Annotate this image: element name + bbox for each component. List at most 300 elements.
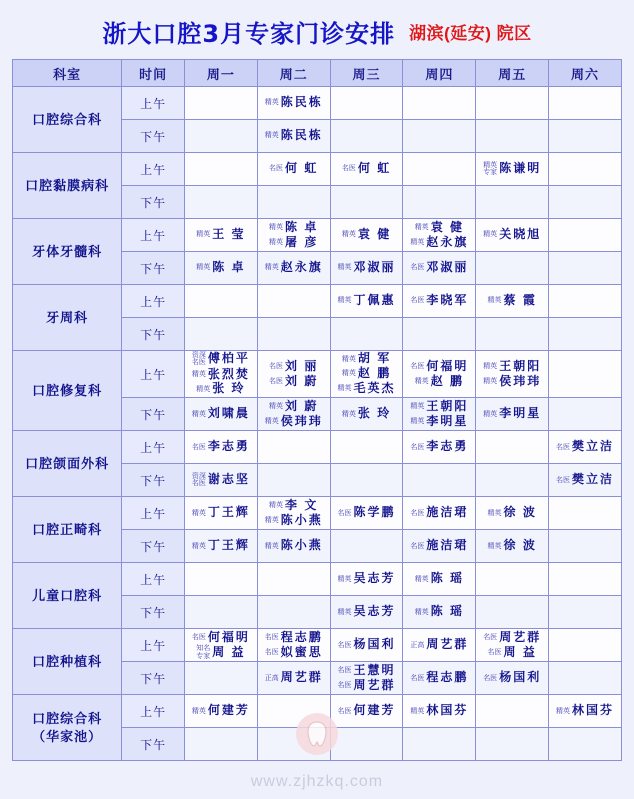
doctor-entry[interactable] — [483, 360, 541, 374]
schedule-cell[interactable] — [403, 318, 476, 351]
doctor-entry[interactable] — [192, 407, 250, 421]
period-cell: 上午 — [122, 629, 185, 662]
schedule-cell[interactable] — [549, 351, 622, 398]
doctor-tag: 名医 — [410, 509, 425, 517]
entry-stack — [405, 360, 473, 389]
doctor-entry[interactable] — [196, 261, 245, 275]
schedule-cell[interactable] — [403, 695, 476, 728]
doctor-tag: 名医 — [191, 443, 206, 451]
entry-stack — [260, 539, 328, 553]
doctor-entry[interactable] — [488, 506, 537, 520]
entry-stack — [405, 221, 473, 250]
schedule-cell[interactable] — [330, 596, 403, 629]
doctor-entry[interactable] — [338, 261, 396, 275]
schedule-cell[interactable] — [549, 252, 622, 285]
doctor-name: 侯玮玮 — [499, 373, 542, 388]
doctor-name: 屠 彦 — [285, 234, 319, 249]
schedule-cell[interactable] — [549, 497, 622, 530]
schedule-cell[interactable] — [184, 285, 257, 318]
schedule-cell[interactable] — [403, 252, 476, 285]
doctor-entry[interactable] — [269, 162, 318, 176]
doctor-name: 李明星 — [426, 413, 469, 428]
entry-stack — [333, 162, 401, 176]
schedule-cell[interactable] — [184, 464, 257, 497]
column-header-5: 周四 — [403, 60, 476, 87]
doctor-entry[interactable] — [196, 382, 245, 396]
schedule-cell[interactable] — [549, 153, 622, 186]
doctor-name: 张 玲 — [357, 406, 392, 421]
schedule-cell[interactable] — [549, 219, 622, 252]
doctor-tag: 精英 — [410, 707, 425, 715]
doctor-entry[interactable] — [338, 605, 396, 619]
schedule-cell[interactable] — [257, 728, 330, 761]
doctor-entry[interactable] — [410, 294, 468, 308]
entry-stack — [478, 631, 546, 660]
schedule-cell[interactable] — [476, 662, 549, 695]
schedule-cell[interactable] — [403, 728, 476, 761]
schedule-cell[interactable] — [549, 563, 622, 596]
period-cell: 上午 — [122, 153, 185, 186]
doctor-tag: 精英 — [337, 575, 352, 583]
entry-stack — [405, 671, 473, 685]
doctor-tag: 名医 — [483, 634, 498, 642]
doctor-tag: 资深 名医 — [191, 472, 206, 488]
column-header-1: 时间 — [122, 60, 185, 87]
doctor-entry[interactable] — [556, 473, 614, 487]
doctor-tag: 名医 — [337, 641, 352, 649]
schedule-cell[interactable] — [257, 431, 330, 464]
entry-stack — [333, 572, 401, 586]
doctor-name: 刘 蔚 — [285, 398, 319, 413]
schedule-cell[interactable] — [257, 87, 330, 120]
schedule-cell[interactable] — [549, 120, 622, 153]
doctor-name: 何福明 — [426, 358, 469, 373]
dept-label: 儿童口腔科 — [32, 588, 103, 603]
schedule-cell[interactable] — [476, 87, 549, 120]
doctor-entry[interactable] — [338, 382, 396, 396]
schedule-cell[interactable] — [549, 464, 622, 497]
doctor-entry[interactable] — [342, 367, 391, 381]
schedule-cell[interactable] — [330, 728, 403, 761]
doctor-name: 王朝阳 — [499, 358, 542, 373]
schedule-cell[interactable] — [476, 219, 549, 252]
doctor-entry[interactable] — [342, 407, 391, 421]
doctor-entry[interactable] — [269, 375, 318, 389]
doctor-entry[interactable] — [483, 228, 541, 242]
doctor-tag: 精英 — [264, 517, 279, 524]
dept-label: 口腔综合科 — [32, 711, 103, 727]
doctor-name: 林国芬 — [426, 703, 469, 718]
doctor-entry[interactable] — [265, 514, 323, 528]
doctor-entry[interactable] — [415, 572, 464, 586]
schedule-cell[interactable] — [184, 563, 257, 596]
dept-label: 口腔种植科 — [32, 654, 103, 669]
doctor-entry[interactable] — [192, 539, 250, 553]
doctor-name: 程志鹏 — [426, 670, 469, 685]
doctor-entry[interactable] — [265, 539, 323, 553]
schedule-cell[interactable] — [476, 728, 549, 761]
schedule-cell[interactable] — [184, 351, 257, 398]
entry-stack — [405, 539, 473, 553]
schedule-cell[interactable] — [257, 464, 330, 497]
schedule-cell[interactable] — [184, 695, 257, 728]
schedule-cell[interactable] — [330, 497, 403, 530]
doctor-tag: 精英 — [341, 410, 356, 418]
doctor-tag: 精英 — [341, 355, 356, 363]
schedule-cell[interactable] — [403, 186, 476, 219]
doctor-entry[interactable] — [192, 704, 250, 718]
doctor-entry[interactable] — [410, 638, 468, 652]
schedule-cell[interactable] — [403, 398, 476, 431]
doctor-tag: 精英 — [337, 385, 352, 393]
table-row — [13, 219, 622, 252]
schedule-cell[interactable] — [330, 186, 403, 219]
schedule-cell[interactable] — [257, 285, 330, 318]
doctor-tag: 知名 专家 — [196, 645, 211, 660]
doctor-entry[interactable] — [192, 473, 250, 488]
doctor-name: 丁佩惠 — [353, 293, 396, 308]
doctor-name: 陈 卓 — [212, 260, 246, 275]
doctor-tag: 名医 — [410, 297, 425, 305]
doctor-name: 李志勇 — [207, 439, 250, 454]
period-cell: 上午 — [122, 219, 185, 252]
schedule-cell[interactable] — [476, 318, 549, 351]
schedule-cell[interactable] — [257, 351, 330, 398]
doctor-entry[interactable] — [410, 261, 468, 275]
schedule-cell[interactable] — [549, 695, 622, 728]
doctor-entry[interactable] — [483, 162, 541, 177]
schedule-cell[interactable] — [549, 530, 622, 563]
schedule-cell[interactable] — [330, 252, 403, 285]
doctor-tag: 精英 — [196, 264, 211, 272]
schedule-cell[interactable] — [257, 252, 330, 285]
schedule-cell[interactable] — [184, 629, 257, 662]
doctor-entry[interactable] — [338, 294, 396, 308]
schedule-cell[interactable] — [184, 596, 257, 629]
doctor-tag: 精英 — [483, 377, 498, 385]
schedule-cell[interactable] — [330, 219, 403, 252]
dept-cell — [13, 497, 122, 563]
doctor-entry[interactable] — [410, 360, 468, 374]
schedule-cell[interactable] — [330, 120, 403, 153]
doctor-entry[interactable] — [192, 368, 250, 382]
schedule-cell[interactable] — [257, 153, 330, 186]
dept-label: 牙周科 — [46, 309, 89, 325]
schedule-cell[interactable] — [403, 120, 476, 153]
doctor-entry[interactable] — [196, 645, 245, 660]
doctor-tag: 精英 — [337, 297, 352, 305]
schedule-cell[interactable] — [330, 464, 403, 497]
doctor-entry[interactable] — [265, 415, 323, 429]
doctor-entry[interactable] — [269, 236, 318, 250]
doctor-tag: 精英 — [487, 542, 502, 550]
schedule-cell[interactable] — [549, 318, 622, 351]
doctor-name: 周艺群 — [426, 637, 469, 652]
schedule-cell[interactable] — [549, 87, 622, 120]
doctor-entry[interactable] — [483, 375, 541, 389]
doctor-entry[interactable] — [415, 221, 464, 235]
schedule-cell[interactable] — [330, 351, 403, 398]
schedule-cell[interactable] — [257, 219, 330, 252]
schedule-cell[interactable] — [330, 153, 403, 186]
doctor-entry[interactable] — [338, 506, 396, 520]
schedule-cell[interactable] — [476, 596, 549, 629]
doctor-entry[interactable] — [410, 539, 468, 553]
schedule-cell[interactable] — [257, 318, 330, 351]
schedule-cell[interactable] — [549, 596, 622, 629]
doctor-entry[interactable] — [483, 631, 541, 645]
schedule-cell[interactable] — [257, 530, 330, 563]
doctor-entry[interactable] — [488, 646, 537, 660]
schedule-cell[interactable] — [184, 219, 257, 252]
schedule-cell[interactable] — [476, 120, 549, 153]
doctor-entry[interactable] — [265, 96, 323, 110]
doctor-entry[interactable] — [338, 664, 396, 678]
table-row — [13, 497, 622, 530]
schedule-cell[interactable] — [476, 398, 549, 431]
schedule-cell[interactable] — [403, 497, 476, 530]
doctor-tag: 精英 — [269, 502, 284, 510]
schedule-cell[interactable] — [184, 186, 257, 219]
entry-stack — [187, 352, 255, 396]
schedule-cell[interactable] — [476, 530, 549, 563]
schedule-cell[interactable] — [330, 398, 403, 431]
schedule-cell[interactable] — [403, 464, 476, 497]
doctor-entry[interactable] — [410, 671, 468, 685]
doctor-entry[interactable] — [269, 400, 318, 414]
schedule-cell[interactable] — [330, 87, 403, 120]
schedule-cell[interactable] — [257, 497, 330, 530]
schedule-cell[interactable] — [403, 431, 476, 464]
doctor-entry[interactable] — [269, 221, 318, 235]
doctor-entry[interactable] — [556, 704, 614, 718]
schedule-cell[interactable] — [184, 318, 257, 351]
doctor-name: 赵 鹏 — [357, 366, 392, 381]
doctor-name: 陈谦明 — [499, 161, 542, 176]
schedule-cell[interactable] — [257, 398, 330, 431]
schedule-cell[interactable] — [476, 464, 549, 497]
doctor-tag: 精英 — [196, 231, 211, 239]
entry-stack — [260, 96, 328, 110]
table-row — [13, 87, 622, 120]
schedule-cell[interactable] — [549, 398, 622, 431]
doctor-tag: 名医 — [337, 667, 352, 675]
doctor-entry[interactable] — [488, 294, 537, 308]
schedule-cell[interactable] — [330, 695, 403, 728]
entry-stack — [405, 294, 473, 308]
doctor-entry[interactable] — [342, 228, 391, 242]
schedule-cell[interactable] — [330, 285, 403, 318]
watermark-text: www.zjhzkq.com — [250, 773, 384, 790]
schedule-cell[interactable] — [184, 530, 257, 563]
dept-cell — [13, 153, 122, 219]
table-body — [13, 87, 622, 761]
doctor-entry[interactable] — [192, 440, 250, 454]
doctor-entry[interactable] — [415, 605, 464, 619]
doctor-entry[interactable] — [265, 631, 323, 645]
schedule-cell[interactable] — [257, 596, 330, 629]
doctor-entry[interactable] — [338, 679, 396, 693]
doctor-name: 王朝阳 — [426, 398, 469, 413]
doctor-tag: 精英 — [191, 410, 206, 418]
doctor-entry[interactable] — [192, 506, 250, 520]
schedule-cell[interactable] — [184, 87, 257, 120]
table-row — [13, 351, 622, 398]
schedule-cell[interactable] — [403, 662, 476, 695]
schedule-cell[interactable] — [476, 285, 549, 318]
schedule-cell[interactable] — [403, 629, 476, 662]
schedule-cell[interactable] — [549, 186, 622, 219]
schedule-cell[interactable] — [476, 431, 549, 464]
schedule-cell[interactable] — [403, 351, 476, 398]
period-cell: 上午 — [122, 431, 185, 464]
doctor-entry[interactable] — [265, 646, 323, 660]
doctor-entry[interactable] — [338, 704, 396, 718]
doctor-tag: 精英 — [414, 223, 429, 231]
column-header-3: 周二 — [257, 60, 330, 87]
schedule-cell[interactable] — [549, 629, 622, 662]
schedule-cell[interactable] — [549, 728, 622, 761]
doctor-entry[interactable] — [269, 360, 318, 374]
doctor-entry[interactable] — [410, 704, 468, 718]
entry-stack — [187, 407, 255, 421]
schedule-cell[interactable] — [403, 563, 476, 596]
schedule-cell[interactable] — [330, 318, 403, 351]
schedule-cell[interactable] — [257, 186, 330, 219]
doctor-entry[interactable] — [410, 440, 468, 454]
entry-stack — [405, 704, 473, 718]
doctor-tag: 精英 — [341, 231, 356, 239]
schedule-cell[interactable] — [476, 186, 549, 219]
doctor-entry[interactable] — [410, 415, 468, 429]
schedule-cell[interactable] — [184, 153, 257, 186]
schedule-cell[interactable] — [403, 153, 476, 186]
schedule-cell[interactable] — [403, 219, 476, 252]
schedule-cell[interactable] — [549, 285, 622, 318]
doctor-entry[interactable] — [269, 499, 318, 513]
schedule-cell[interactable] — [403, 285, 476, 318]
table-row — [13, 563, 622, 596]
doctor-entry[interactable] — [410, 400, 468, 414]
doctor-name: 毛英杰 — [353, 381, 396, 396]
entry-stack — [478, 671, 546, 685]
doctor-name: 谢志坚 — [207, 472, 250, 487]
schedule-cell[interactable] — [403, 87, 476, 120]
schedule-cell[interactable] — [184, 252, 257, 285]
doctor-name: 袁 健 — [357, 227, 392, 242]
schedule-cell[interactable] — [184, 398, 257, 431]
schedule-cell[interactable] — [330, 629, 403, 662]
doctor-entry[interactable] — [265, 129, 323, 143]
schedule-cell[interactable] — [257, 120, 330, 153]
schedule-cell[interactable] — [257, 662, 330, 695]
schedule-cell[interactable] — [403, 596, 476, 629]
schedule-cell[interactable] — [549, 662, 622, 695]
doctor-tag: 名医 — [410, 674, 425, 682]
schedule-cell[interactable] — [549, 431, 622, 464]
doctor-entry[interactable] — [338, 638, 396, 652]
schedule-cell[interactable] — [257, 629, 330, 662]
entry-stack — [187, 506, 255, 520]
column-header-4: 周三 — [330, 60, 403, 87]
schedule-cell[interactable] — [257, 695, 330, 728]
doctor-entry[interactable] — [342, 162, 391, 176]
doctor-entry[interactable] — [265, 671, 323, 685]
entry-stack — [260, 221, 328, 250]
table-row — [13, 629, 622, 662]
doctor-tag: 精英 — [264, 132, 279, 140]
schedule-cell[interactable] — [476, 695, 549, 728]
doctor-tag: 精英 — [196, 385, 211, 393]
schedule-cell[interactable] — [403, 530, 476, 563]
doctor-name: 王 莹 — [212, 227, 246, 242]
schedule-cell[interactable] — [476, 629, 549, 662]
schedule-cell[interactable] — [476, 153, 549, 186]
schedule-cell[interactable] — [184, 120, 257, 153]
entry-stack — [333, 352, 401, 395]
column-header-6: 周五 — [476, 60, 549, 87]
doctor-entry[interactable] — [192, 352, 250, 367]
dept-label: （华家池） — [32, 728, 103, 744]
doctor-name: 胡 军 — [357, 351, 392, 366]
schedule-cell[interactable] — [257, 563, 330, 596]
doctor-name: 李 文 — [285, 497, 319, 512]
table-row — [13, 285, 622, 318]
schedule-cell[interactable] — [330, 431, 403, 464]
doctor-name: 周艺群 — [499, 629, 542, 644]
doctor-entry[interactable] — [342, 352, 391, 366]
schedule-cell[interactable] — [184, 662, 257, 695]
schedule-cell[interactable] — [184, 497, 257, 530]
schedule-cell[interactable] — [476, 252, 549, 285]
doctor-name: 周 益 — [503, 644, 537, 659]
entry-stack — [260, 671, 328, 685]
doctor-tag: 名医 — [264, 634, 279, 642]
doctor-entry[interactable] — [196, 228, 245, 242]
doctor-entry[interactable] — [338, 572, 396, 586]
period-cell: 下午 — [122, 464, 185, 497]
schedule-cell[interactable] — [330, 530, 403, 563]
entry-stack — [551, 704, 619, 718]
doctor-entry[interactable] — [410, 236, 468, 250]
doctor-tag: 精英 — [414, 608, 429, 616]
schedule-cell[interactable] — [476, 351, 549, 398]
doctor-name: 邓淑丽 — [426, 260, 469, 275]
schedule-cell[interactable] — [184, 728, 257, 761]
schedule-cell[interactable] — [330, 662, 403, 695]
doctor-tag: 精英 — [341, 370, 356, 378]
doctor-entry[interactable] — [488, 539, 537, 553]
doctor-name: 杨国利 — [353, 637, 396, 652]
period-cell: 下午 — [122, 596, 185, 629]
schedule-cell[interactable] — [476, 497, 549, 530]
doctor-name: 陈学鹏 — [353, 505, 396, 520]
doctor-entry[interactable] — [483, 671, 541, 685]
schedule-cell[interactable] — [184, 431, 257, 464]
doctor-entry[interactable] — [192, 631, 250, 645]
schedule-cell[interactable] — [476, 563, 549, 596]
doctor-entry[interactable] — [415, 375, 464, 389]
doctor-name: 程志鹏 — [280, 629, 323, 644]
doctor-entry[interactable] — [483, 407, 541, 421]
doctor-name: 陈民栋 — [280, 128, 323, 143]
doctor-entry[interactable] — [410, 506, 468, 520]
schedule-cell[interactable] — [330, 563, 403, 596]
period-cell: 上午 — [122, 87, 185, 120]
entry-stack — [187, 539, 255, 553]
doctor-entry[interactable] — [556, 440, 614, 454]
doctor-entry[interactable] — [265, 261, 323, 275]
